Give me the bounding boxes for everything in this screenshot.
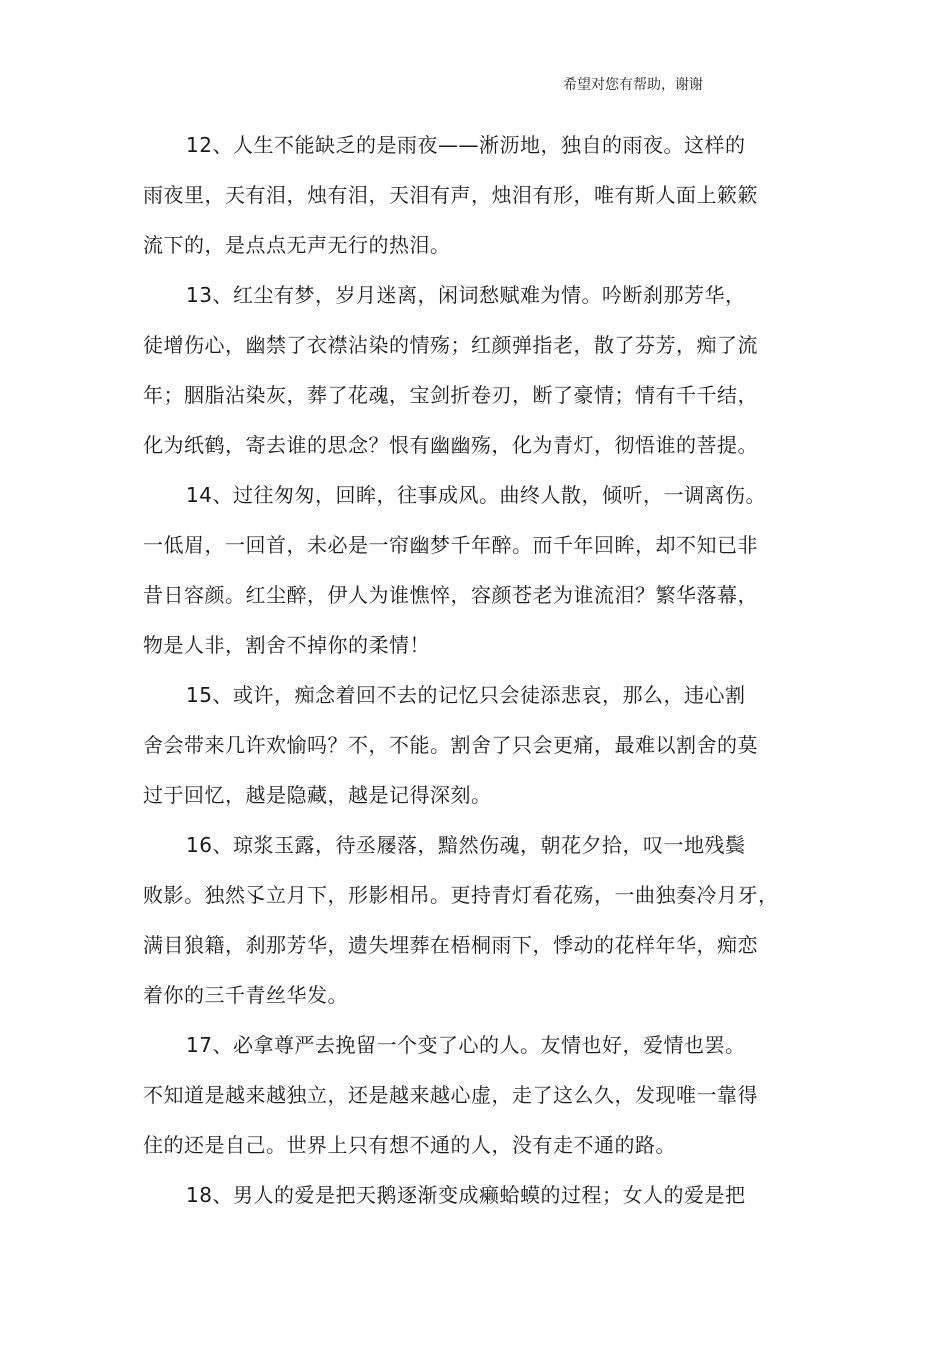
text-line: 18、男人的爱是把天鹅逐渐变成癞蛤蟆的过程；女人的爱是把	[186, 1183, 746, 1207]
text-line: 17、必拿尊严去挽留一个变了心的人。友情也好，爱情也罢。	[186, 1033, 746, 1057]
text-line: 败影。独然孓立月下，形影相吊。更持青灯看花殇，一曲独奏冷月牙，	[143, 883, 779, 907]
text-line: 物是人非，割舍不掉你的柔情！	[143, 633, 430, 657]
text-line: 12、人生不能缺乏的是雨夜——淅沥地，独自的雨夜。这样的	[186, 133, 746, 157]
text-line: 化为纸鹤，寄去谁的思念？恨有幽幽殇，化为青灯，彻悟谁的菩提。	[143, 433, 758, 457]
text-line: 徒增伤心，幽禁了衣襟沾染的情殇；红颜弹指老，散了芬芳，痴了流	[143, 333, 758, 357]
paragraph-12	[143, 130, 793, 280]
text-line: 13、红尘有梦，岁月迷离，闲词愁赋难为情。吟断刹那芳华，	[186, 283, 746, 307]
paragraph-15	[143, 680, 793, 830]
paragraph-17	[143, 1030, 793, 1180]
text-line: 14、过往匆匆，回眸，往事成风。曲终人散，倾听，一调离伤。	[186, 483, 766, 507]
paragraph-13	[143, 280, 793, 480]
text-line: 15、或许，痴念着回不去的记忆只会徒添悲哀，那么，违心割	[186, 683, 746, 707]
text-line: 一低眉，一回首，未必是一帘幽梦千年醉。而千年回眸，却不知已非	[143, 533, 758, 557]
text-line: 过于回忆，越是隐藏，越是记得深刻。	[143, 783, 492, 807]
text-line: 年；胭脂沾染灰，葬了花魂，宝剑折卷刃，断了豪情；情有千千结，	[143, 383, 758, 407]
paragraph-18	[143, 1180, 793, 1230]
text-line: 着你的三千青丝华发。	[143, 983, 348, 1007]
paragraph-16	[143, 830, 793, 1030]
text-line: 不知道是越来越独立，还是越来越心虚，走了这么久，发现唯一靠得	[143, 1083, 758, 1107]
paragraph-14	[143, 480, 793, 680]
text-line: 雨夜里，天有泪，烛有泪，天泪有声，烛泪有形，唯有斯人面上簌簌	[143, 183, 758, 207]
text-line: 昔日容颜。红尘醉，伊人为谁憔悴，容颜苍老为谁流泪？繁华落幕，	[143, 583, 758, 607]
header-note: 希望对您有帮助，谢谢	[563, 77, 703, 93]
text-line: 流下的，是点点无声无行的热泪。	[143, 233, 451, 257]
text-line: 满目狼籍，刹那芳华，遗失埋葬在梧桐雨下，悸动的花样年华，痴恋	[143, 933, 758, 957]
text-line: 舍会带来几许欢愉吗？不，不能。割舍了只会更痛，最难以割舍的莫	[143, 733, 758, 757]
text-line: 住的还是自己。世界上只有想不通的人，没有走不通的路。	[143, 1133, 676, 1157]
text-line: 16、琼浆玉露，待丞屦落，黯然伤魂，朝花夕拾，叹一地残鬓	[186, 833, 746, 857]
